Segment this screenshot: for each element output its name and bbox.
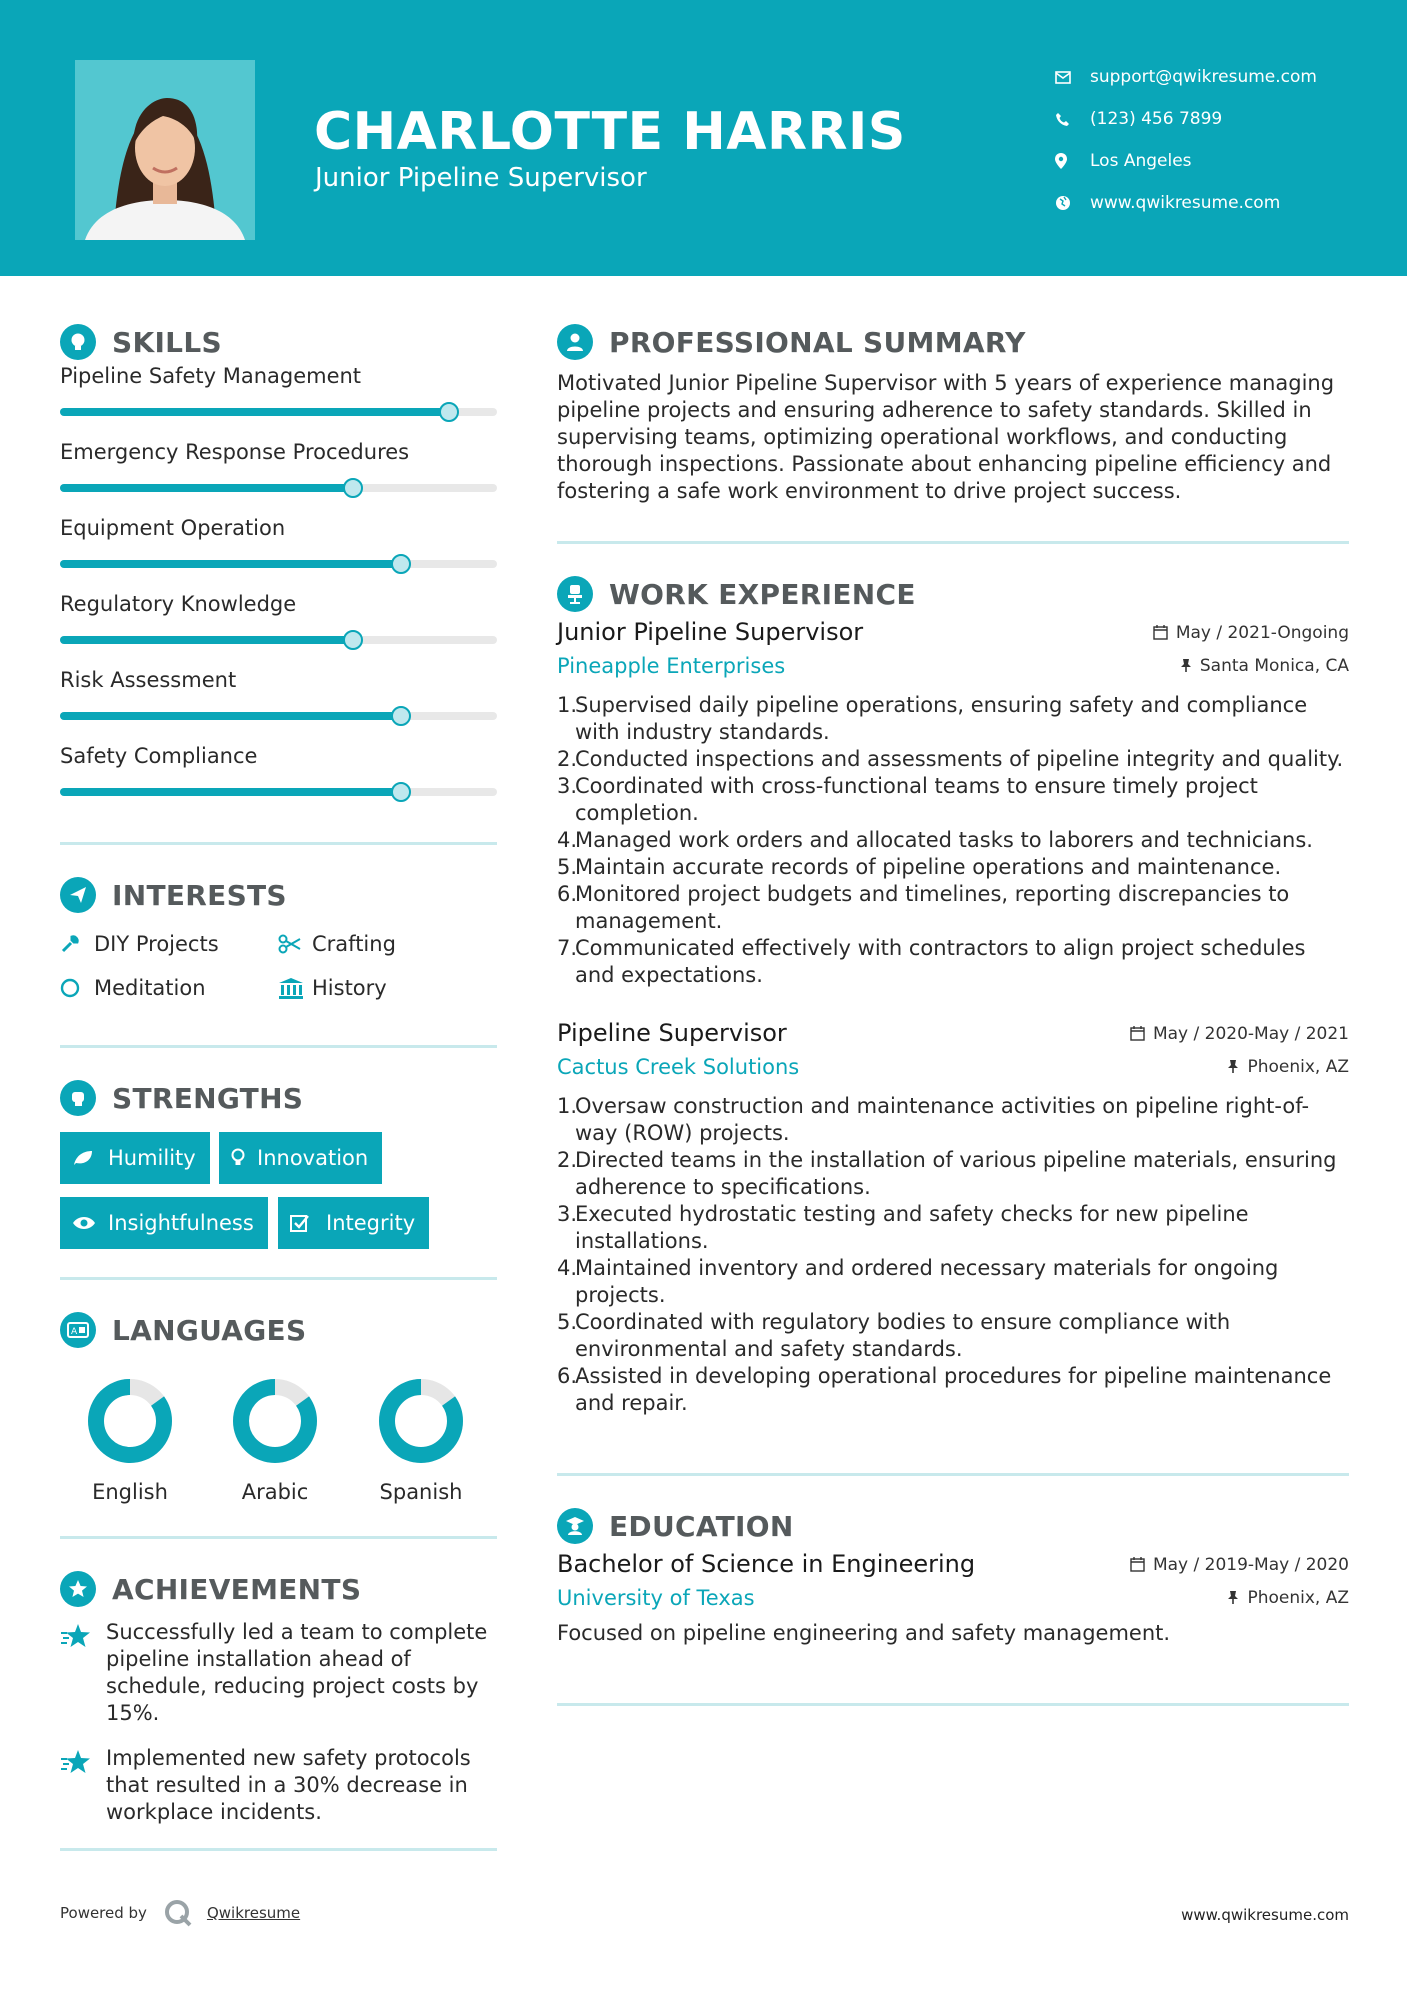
job-location-text: Phoenix, AZ <box>1247 1056 1349 1077</box>
skill-bar-knob <box>391 706 411 726</box>
graduate-icon <box>557 1508 593 1544</box>
fist-icon <box>60 1080 96 1116</box>
wrench-icon <box>60 934 94 954</box>
pushpin-icon <box>1227 1590 1239 1605</box>
strengths-list <box>60 1132 497 1272</box>
skills-list <box>60 354 497 810</box>
experience-heading <box>557 572 1349 616</box>
job-dates-text: May / 2021-Ongoing <box>1175 622 1349 643</box>
education-entry <box>557 1550 1349 1647</box>
interest-label: History <box>312 976 387 1000</box>
language-card-icon <box>60 1312 96 1348</box>
education-title: EDUCATION <box>609 1509 794 1543</box>
skill-bar <box>60 560 497 568</box>
job-bullet: 5. Maintain accurate records of pipeline operations and maintenance. <box>557 855 1282 879</box>
skill-item <box>60 354 497 430</box>
summary-heading <box>557 320 1349 364</box>
job-bullet: 3. Coordinated with cross-functional teams to ensure timely project completion. <box>557 774 1258 825</box>
leaf-icon <box>72 1149 108 1167</box>
strengths-title: STRENGTHS <box>112 1081 304 1115</box>
section-divider <box>557 541 1349 544</box>
paper-plane-icon <box>60 877 96 913</box>
calendar-icon <box>1130 1026 1145 1041</box>
office-chair-icon <box>557 576 593 612</box>
job-dates <box>1153 623 1349 643</box>
language-name: Arabic <box>241 1480 309 1504</box>
phone-icon <box>1055 112 1090 127</box>
section-divider <box>60 1277 497 1280</box>
skill-name: Equipment Operation <box>60 516 286 540</box>
skills-title: SKILLS <box>112 325 222 359</box>
calendar-icon <box>1130 1557 1145 1572</box>
language-donut <box>85 1376 175 1466</box>
interest-item <box>278 973 387 1003</box>
languages-heading <box>60 1308 497 1352</box>
achievement-text: Implemented new safety protocols that resulted in a 30% decrease in workplace incidents. <box>106 1746 471 1824</box>
job-location <box>1180 656 1349 676</box>
skill-bar-knob <box>343 630 363 650</box>
section-divider <box>60 1536 497 1539</box>
left-column <box>60 320 497 1851</box>
pushpin-icon <box>1180 658 1192 673</box>
section-divider <box>557 1703 1349 1706</box>
company-name: Cactus Creek Solutions <box>557 1055 800 1079</box>
skill-name: Pipeline Safety Management <box>60 364 362 388</box>
skill-item <box>60 506 497 582</box>
candidate-name: CHARLOTTE HARRIS <box>314 102 906 162</box>
section-divider <box>557 1473 1349 1476</box>
contact-phone-text: (123) 456 7899 <box>1090 109 1223 129</box>
skill-bar-knob <box>439 402 459 422</box>
language-donut <box>230 1376 320 1466</box>
language-name: Spanish <box>379 1480 463 1504</box>
summary-title: PROFESSIONAL SUMMARY <box>609 325 1026 359</box>
strength-label: Insightfulness <box>108 1211 254 1235</box>
skill-name: Emergency Response Procedures <box>60 440 410 464</box>
strength-chip <box>60 1132 210 1184</box>
pushpin-icon <box>1227 1059 1239 1074</box>
language-item <box>205 1376 345 1504</box>
job-bullet: 1. Supervised daily pipeline operations, ensuring safety and compliance with industry standards. <box>557 693 1308 744</box>
strength-chip <box>278 1197 429 1249</box>
job-bullet: 2. Conducted inspections and assessments of pipeline integrity and quality. <box>557 747 1344 771</box>
candidate-role: Junior Pipeline Supervisor <box>315 163 647 193</box>
interests-list <box>60 917 497 1027</box>
star-icon <box>60 1745 106 1826</box>
contact-list <box>1055 56 1317 224</box>
location-pin-icon <box>1055 153 1090 169</box>
qwikresume-logo-icon <box>163 1898 193 1928</box>
circle-icon <box>60 978 94 998</box>
achievement-item <box>60 1619 497 1727</box>
calendar-icon <box>1153 625 1168 640</box>
education-dates-text: May / 2019-May / 2020 <box>1152 1554 1349 1575</box>
right-column <box>557 320 1349 1706</box>
job-location-text: Santa Monica, CA <box>1199 655 1349 676</box>
job-bullet: 1. Oversaw construction and maintenance activities on pipeline right-of-way (ROW) projects. <box>557 1094 1310 1145</box>
skill-bar-knob <box>343 478 363 498</box>
language-donut <box>376 1376 466 1466</box>
job-bullet: 4. Maintained inventory and ordered necessary materials for ongoing projects. <box>557 1256 1279 1307</box>
job-bullet: 2. Directed teams in the installation of various pipeline materials, ensuring adherence to specifications. <box>557 1148 1337 1199</box>
education-location <box>1227 1588 1349 1608</box>
strength-label: Humility <box>108 1146 196 1170</box>
job-bullet: 7. Communicated effectively with contractors to align project schedules and expectations. <box>557 936 1306 987</box>
education-dates <box>1130 1555 1349 1575</box>
checkbox-icon <box>290 1213 326 1233</box>
education-heading <box>557 1504 1349 1548</box>
achievements-list <box>60 1619 497 1826</box>
skill-bar <box>60 712 497 720</box>
interest-label: DIY Projects <box>94 932 219 956</box>
globe-icon <box>1055 195 1090 211</box>
education-location-text: Phoenix, AZ <box>1247 1587 1349 1608</box>
job-entry <box>557 618 1349 989</box>
job-location <box>1227 1057 1349 1077</box>
contact-website[interactable] <box>1055 182 1317 224</box>
skill-item <box>60 658 497 734</box>
interest-item <box>278 929 396 959</box>
job-title: Junior Pipeline Supervisor <box>557 618 864 646</box>
languages-list <box>60 1376 497 1536</box>
profile-photo <box>75 60 255 240</box>
job-bullet: 4. Managed work orders and allocated tasks to laborers and technicians. <box>557 828 1313 852</box>
skill-item <box>60 582 497 658</box>
contact-phone[interactable] <box>1055 98 1317 140</box>
star-icon <box>60 1619 106 1727</box>
job-bullets <box>557 1093 1349 1417</box>
experience-title: WORK EXPERIENCE <box>609 577 916 611</box>
interest-label: Crafting <box>312 932 396 956</box>
company-name: Pineapple Enterprises <box>557 654 786 678</box>
mail-icon <box>1055 71 1090 84</box>
brand-link[interactable]: Qwikresume <box>206 1904 301 1922</box>
svg-text:A: A <box>71 1327 78 1337</box>
strength-label: Integrity <box>326 1211 416 1235</box>
contact-email[interactable] <box>1055 56 1317 98</box>
section-divider <box>60 842 497 845</box>
user-icon <box>557 324 593 360</box>
footer-website[interactable]: www.qwikresume.com <box>1181 1906 1349 1924</box>
school-name: University of Texas <box>557 1586 755 1610</box>
interest-label: Meditation <box>94 976 206 1000</box>
interest-item <box>60 973 206 1003</box>
job-bullet: 3. Executed hydrostatic testing and safety checks for new pipeline installations. <box>557 1202 1249 1253</box>
job-entry <box>557 1019 1349 1417</box>
skill-bar-fill <box>60 712 401 720</box>
skill-name: Regulatory Knowledge <box>60 592 297 616</box>
skill-bar-fill <box>60 788 401 796</box>
achievement-text: Successfully led a team to complete pipeline installation ahead of schedule, reducing project costs by 15%. <box>106 1620 488 1725</box>
job-bullets <box>557 692 1349 989</box>
strengths-heading <box>60 1076 497 1120</box>
star-badge-icon <box>60 1571 96 1607</box>
skill-bar <box>60 788 497 796</box>
interests-heading <box>60 873 497 917</box>
achievements-heading <box>60 1567 497 1611</box>
achievement-item <box>60 1745 497 1826</box>
contact-location <box>1055 140 1317 182</box>
museum-icon <box>278 977 312 999</box>
job-bullet: 6. Monitored project budgets and timelines, reporting discrepancies to management. <box>557 882 1290 933</box>
skill-bar-fill <box>60 560 401 568</box>
job-bullet: 5. Coordinated with regulatory bodies to ensure compliance with environmental and safety standards. <box>557 1310 1231 1361</box>
strength-label: Innovation <box>257 1146 369 1170</box>
strength-chip <box>60 1197 268 1249</box>
languages-title: LANGUAGES <box>112 1313 307 1347</box>
strength-chip <box>219 1132 382 1184</box>
skill-item <box>60 734 497 810</box>
skill-bar <box>60 636 497 644</box>
lightbulb-icon <box>231 1148 257 1168</box>
skill-bar <box>60 408 497 416</box>
section-divider <box>60 1045 497 1048</box>
degree-title: Bachelor of Science in Engineering <box>557 1550 976 1578</box>
eye-icon <box>72 1215 108 1231</box>
job-dates <box>1130 1024 1349 1044</box>
language-item <box>351 1376 491 1504</box>
skill-name: Safety Compliance <box>60 744 258 768</box>
job-bullet: 6. Assisted in developing operational procedures for pipeline maintenance and repair. <box>557 1364 1332 1415</box>
skill-name: Risk Assessment <box>60 668 237 692</box>
contact-location-text: Los Angeles <box>1090 151 1192 171</box>
powered-by-label: Powered by <box>60 1904 147 1922</box>
job-dates-text: May / 2020-May / 2021 <box>1152 1023 1349 1044</box>
skill-bar-knob <box>391 782 411 802</box>
job-title: Pipeline Supervisor <box>557 1019 787 1047</box>
interests-title: INTERESTS <box>112 878 287 912</box>
skill-bar-fill <box>60 408 449 416</box>
section-divider <box>60 1848 497 1851</box>
contact-website-text: www.qwikresume.com <box>1090 193 1281 213</box>
footer-powered-by <box>60 1898 300 1928</box>
achievements-title: ACHIEVEMENTS <box>112 1572 362 1606</box>
summary-text: Motivated Junior Pipeline Supervisor with 5 years of experience managing pipeline projects and ensuring adherence to safety standards. Skilled in supervising teams, optimizing operational workflows, and conducting thorough inspections. Passionate about enhancing pipeline efficiency and fostering a safe work environment to drive project success. <box>557 371 1335 503</box>
skill-bar-fill <box>60 636 353 644</box>
language-name: English <box>92 1480 168 1504</box>
resume-header <box>0 0 1407 276</box>
education-description: Focused on pipeline engineering and safety management. <box>557 1621 1171 1645</box>
skill-bar-knob <box>391 554 411 574</box>
scissors-icon <box>278 934 312 954</box>
interest-item <box>60 929 219 959</box>
skill-bar <box>60 484 497 492</box>
language-item <box>60 1376 200 1504</box>
skill-bar-fill <box>60 484 353 492</box>
contact-email-text: support@qwikresume.com <box>1090 67 1317 87</box>
skill-item <box>60 430 497 506</box>
